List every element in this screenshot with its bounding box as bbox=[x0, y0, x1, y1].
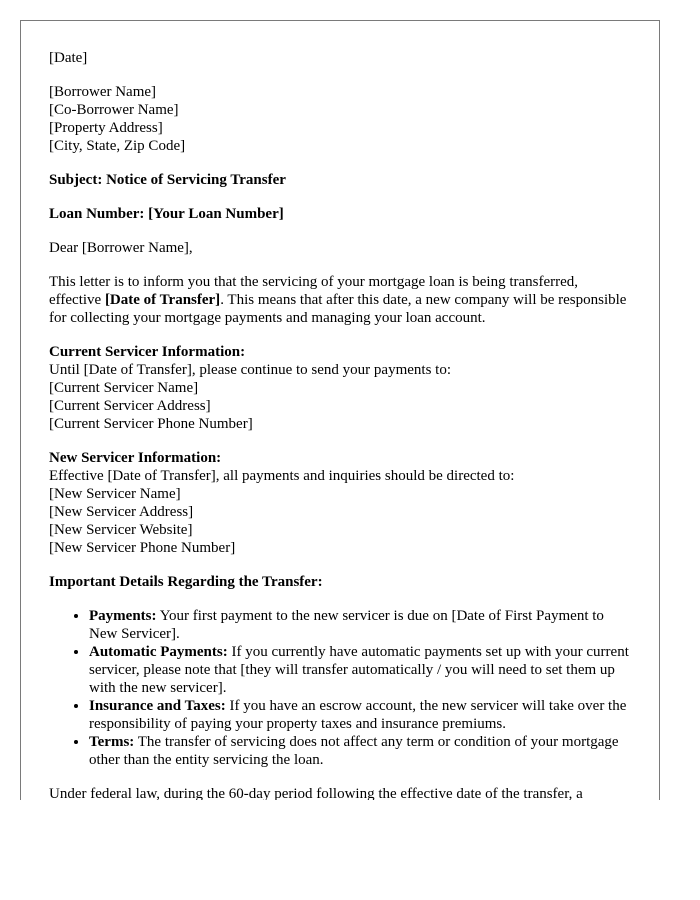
new-servicer-instruction: Effective [Date of Transfer], all payments and inquiries should be directed to: bbox=[49, 468, 515, 484]
federal-law-paragraph: Under federal law, during the 60-day period following the effective date of the transfer, a bbox=[49, 786, 583, 800]
new-servicer-name: [New Servicer Name] bbox=[49, 486, 181, 502]
list-item-payments bbox=[89, 607, 629, 643]
list-item-text: If you have an escrow account, the new servicer will take over the responsibility of paying your property taxes and insurance premiums. bbox=[89, 698, 627, 732]
list-item-insurance-taxes bbox=[89, 697, 629, 733]
address-line-property: [Property Address] bbox=[49, 120, 163, 136]
address-line-co-borrower: [Co-Borrower Name] bbox=[49, 102, 179, 118]
recipient-address-block bbox=[49, 83, 629, 155]
transfer-details-list bbox=[49, 607, 629, 769]
intro-transfer-date: [Date of Transfer] bbox=[104, 292, 221, 308]
new-servicer-section bbox=[49, 449, 629, 557]
current-servicer-heading: Current Servicer Information: bbox=[49, 344, 246, 360]
loan-number: Loan Number: [Your Loan Number] bbox=[49, 206, 284, 222]
new-servicer-heading: New Servicer Information: bbox=[49, 450, 222, 466]
transfer-details-heading: Important Details Regarding the Transfer: bbox=[49, 574, 323, 590]
intro-text-start: This letter is to inform you that the servicing of your mortgage loan is being transferred, effective bbox=[49, 274, 579, 308]
intro-paragraph bbox=[49, 273, 629, 327]
new-servicer-address: [New Servicer Address] bbox=[49, 504, 194, 520]
intro-text-end: . This means that after this date, a new company will be responsible for collecting your mortgage payments and managing your loan account. bbox=[49, 292, 627, 326]
letter-subject: Subject: Notice of Servicing Transfer bbox=[49, 172, 286, 188]
list-item-label: Terms: bbox=[89, 734, 135, 750]
list-item-label: Payments: bbox=[89, 608, 157, 624]
new-servicer-phone: [New Servicer Phone Number] bbox=[49, 540, 236, 556]
address-line-borrower: [Borrower Name] bbox=[49, 84, 157, 100]
salutation: Dear [Borrower Name], bbox=[49, 240, 193, 256]
new-servicer-website: [New Servicer Website] bbox=[49, 522, 193, 538]
current-servicer-address: [Current Servicer Address] bbox=[49, 398, 211, 414]
transfer-details-section bbox=[49, 573, 629, 769]
letter-content bbox=[49, 49, 629, 800]
address-line-city-state-zip: [City, State, Zip Code] bbox=[49, 138, 186, 154]
current-servicer-section bbox=[49, 343, 629, 433]
list-item-text: If you currently have automatic payments set up with your current servicer, please note that [they will transfer automatically / you will need to set them up with the new servicer]. bbox=[89, 644, 629, 696]
letter-page bbox=[20, 20, 660, 800]
letter-date: [Date] bbox=[49, 50, 88, 66]
list-item-text: The transfer of servicing does not affect any term or condition of your mortgage other than the entity servicing the loan. bbox=[89, 734, 619, 768]
current-servicer-phone: [Current Servicer Phone Number] bbox=[49, 416, 253, 432]
list-item-label: Automatic Payments: bbox=[89, 644, 228, 660]
current-servicer-instruction: Until [Date of Transfer], please continue to send your payments to: bbox=[49, 362, 451, 378]
list-item-terms bbox=[89, 733, 629, 769]
current-servicer-name: [Current Servicer Name] bbox=[49, 380, 199, 396]
list-item-automatic-payments bbox=[89, 643, 629, 697]
list-item-label: Insurance and Taxes: bbox=[89, 698, 226, 714]
list-item-text: Your first payment to the new servicer is due on [Date of First Payment to New Servicer]. bbox=[89, 608, 604, 642]
